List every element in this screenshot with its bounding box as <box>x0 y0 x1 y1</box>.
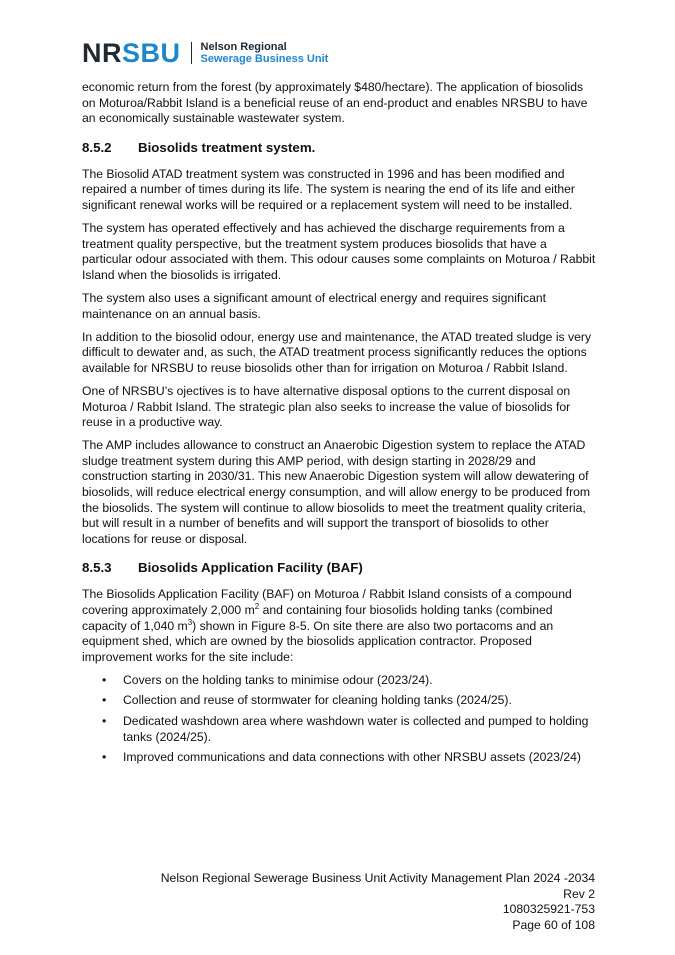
list-item <box>82 673 600 689</box>
paragraph: The system also uses a significant amount of electrical energy and requires significant maintenance on an annual basis. <box>82 290 547 321</box>
logo-word-part1: NR <box>82 37 122 68</box>
list-item <box>82 714 600 745</box>
footer-page-number: Page 60 of 108 <box>512 917 595 932</box>
paragraph: The AMP includes allowance to construct an Anaerobic Digestion system to replace the ATAD sludge treatment system during this AMP period, with design starting in 2028/29 and construction starting in 2030/31. This new Anaerobic Digestion system will allow dewatering of biosolids, will reduce electrical energy consumption, and will allow energy to be produced from the biosolids. The system will continue to allow biosolids to meet the treatment quality criteria, but will result in a number of benefits and will support the transport of biosolids to other locations for reuse or disposal. <box>82 438 591 546</box>
bullet-icon: • <box>102 750 107 765</box>
list-item-text: Improved communications and data connections with other NRSBU assets (2023/24) <box>123 750 581 765</box>
paragraph: The Biosolid ATAD treatment system was constructed in 1996 and has been modified and repaired a number of times during its life. The system is nearing the end of its life and either significant renewal works will be required or a replacement system will need to be installed. <box>82 166 575 212</box>
text-run: and containing four biosolids holding tanks (combined capacity of 1,040 m <box>82 602 553 633</box>
paragraph <box>82 587 600 665</box>
intro-paragraph: economic return from the forest (by approximately $480/hectare). The application of biosolids on Moturoa/Rabbit Island is a beneficial reuse of an end-product and enables NRSBU to have an economically sustainable wastewater system. <box>82 80 588 126</box>
logo-line1: Nelson Regional <box>200 41 287 53</box>
section-title: Biosolids Application Facility (BAF) <box>138 560 363 576</box>
text-run: ) shown in Figure 8-5. On site there are also two portacoms and an equipment shed, which are owned by the biosolids application contractor. Proposed improvement works for the site include: <box>82 618 554 664</box>
logo-line2: Sewerage Business Unit <box>200 53 329 65</box>
paragraph: The system has operated effectively and has achieved the discharge requirements from a treatment quality perspective, but the treatment system produces biosolids that have a particular odour associated with them. This odour causes some complaints on Moturoa / Rabbit Island when the biosolids is irrigated. <box>82 221 596 282</box>
list-item-text: Collection and reuse of stormwater for cleaning holding tanks (2024/25). <box>123 693 512 708</box>
bullet-icon: • <box>102 672 107 687</box>
superscript: 3 <box>187 617 193 627</box>
logo-subtitle <box>201 41 329 65</box>
nrsbu-logo <box>82 36 328 70</box>
paragraph: In addition to the biosolid odour, energy use and maintenance, the ATAD treated sludge is very difficult to dewater and, as such, the ATAD treatment process significantly reduces the options available for NRSBU to reuse biosolids other than for irrigation on Moturoa / Rabbit Island. <box>82 329 592 375</box>
section-heading-8-5-3 <box>82 560 600 576</box>
bullet-icon: • <box>102 714 107 728</box>
footer-document-title: Nelson Regional Sewerage Business Unit Activity Management Plan 2024 -2034 <box>160 871 595 885</box>
improvement-list <box>82 673 600 766</box>
section-title: Biosolids treatment system. <box>138 139 316 155</box>
list-item-text: Dedicated washdown area where washdown water is collected and pumped to holding tanks (2024/25). <box>123 714 589 744</box>
list-item-text: Covers on the holding tanks to minimise odour (2023/24). <box>123 672 433 687</box>
logo-word-part2: SBU <box>122 37 181 68</box>
logo-divider <box>191 42 192 64</box>
footer-revision: Rev 2 <box>563 886 595 901</box>
list-item <box>82 750 600 766</box>
section-number: 8.5.3 <box>82 560 112 576</box>
page-footer <box>161 871 595 933</box>
section-heading-8-5-2 <box>82 140 600 156</box>
document-body <box>82 80 600 771</box>
bullet-icon: • <box>102 693 107 708</box>
logo-wordmark <box>82 37 181 68</box>
superscript: 2 <box>254 601 260 611</box>
text-run: The Biosolids Application Facility (BAF) on Moturoa / Rabbit Island consists of a compound covering approximately 2,000 m <box>82 587 572 617</box>
paragraph: One of NRSBU’s ojectives is to have alternative disposal options to the current disposal on Moturoa / Rabbit Island. The strategic plan also seeks to increase the value of biosolids for reuse in a productive way. <box>82 383 571 430</box>
list-item <box>82 693 600 709</box>
section-number: 8.5.2 <box>82 139 112 155</box>
footer-document-id: 1080325921-753 <box>502 902 595 917</box>
